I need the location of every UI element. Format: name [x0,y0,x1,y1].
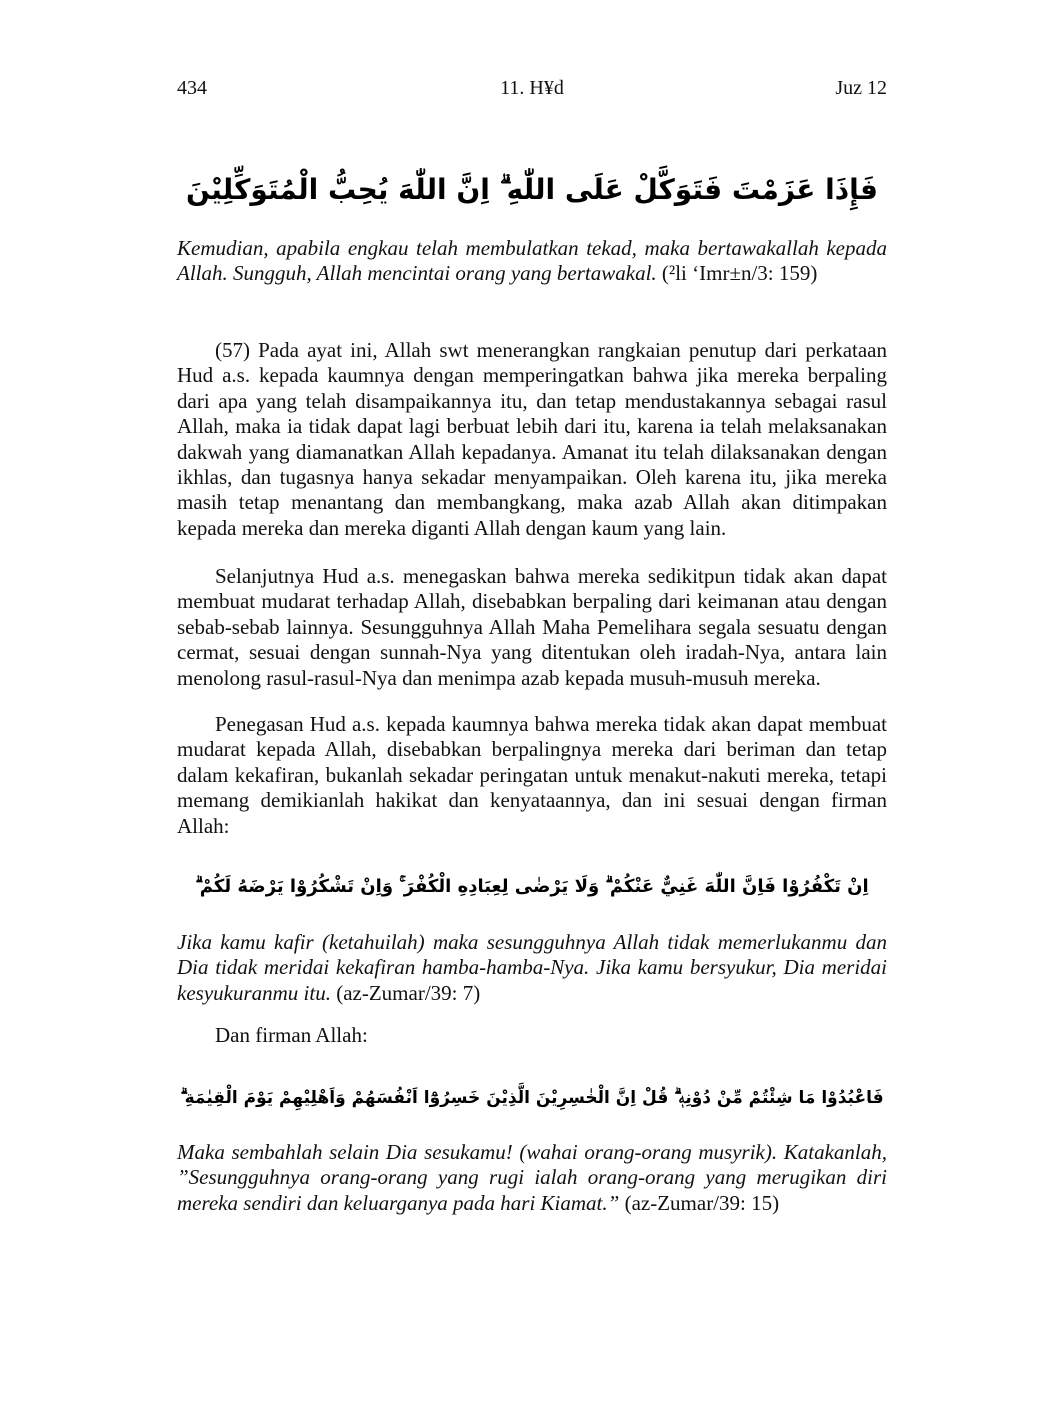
arabic-verse-az-zumar-7: اِنْ تَكْفُرُوْا فَاِنَّ اللّٰهَ غَنِيٌّ عَنْكُمْ ۗ وَلَا يَرْضٰى لِعِبَادِهِ الْكُفْرَ ۚ وَاِنْ تَشْكُرُوْا يَرْضَهُ لَكُمْ ۗ [195,876,869,897]
translation-az-zumar-7 [177,930,887,1006]
paragraph-hud-affirmation: Penegasan Hud a.s. kepada kaumnya bahwa mereka tidak akan dapat membuat mudarat kepada Allah, disebabkan berpalingnya mereka dari beriman dan tetap dalam kekafiran, bukanlah sekadar peringatan untuk menakut-nakuti mereka, tetapi memang demikianlah hakikat dan kenyataannya, dan ini sesuai dengan firman Allah: [177,712,887,838]
translation-text: Jika kamu kafir (ketahuilah) maka sesungguhnya Allah tidak memerlukanmu dan Dia tidak meridai kekafiran hamba-hamba-Nya. Jika kamu bersyukur, Dia meridai kesyukuranmu itu. [177,930,887,1005]
page-number: 434 [177,77,207,99]
translation-text: Maka sembahlah selain Dia sesukamu! (wahai orang-orang musyrik). Katakanlah, ”Sesungguhnya orang-orang yang rugi ialah orang-orang yang merugikan diri mereka sendiri dan keluarganya pada hari Kiamat.” [177,1140,887,1215]
surah-title: 11. H¥d [500,77,564,99]
arabic-verse-ali-imran: فَإِذَا عَزَمْتَ فَتَوَكَّلْ عَلَى اللّٰهِ ۗ اِنَّ اللّٰهَ يُحِبُّ الْمُتَوَكِّلِيْنَ [186,173,878,206]
arabic-verse-az-zumar-15: فَاعْبُدُوْا مَا شِئْتُمْ مِّنْ دُوْنِهٖ ۗ قُلْ اِنَّ الْخٰسِرِيْنَ الَّذِيْنَ خَسِرُوْٓا اَنْفُسَهُمْ وَاَهْلِيْهِمْ يَوْمَ الْقِيٰمَةِ ۗ [180,1088,884,1108]
paragraph-hud-declares: Selanjutnya Hud a.s. menegaskan bahwa mereka sedikitpun tidak akan dapat membuat mudarat terhadap Allah, disebabkan berpaling dari keimanan atau dengan sebab-sebab lainnya. Sesungguhnya Allah Maha Pemelihara segala sesuatu dengan cermat, sesuai dengan sunnah-Nya yang ditentukan oleh iradah-Nya, antara lain menolong rasul-rasul-Nya dan menimpa azab kepada musuh-musuh mereka. [177,564,887,690]
verse-reference: (az-Zumar/39: 7) [330,980,481,1005]
document-page [177,0,887,1417]
page-header [177,76,887,104]
translation-az-zumar-15 [177,1140,887,1216]
paragraph-57: (57) Pada ayat ini, Allah swt menerangkan rangkaian penutup dari perkataan Hud a.s. kepada kaumnya dengan memperingatkan bahwa jika mereka berpaling dari apa yang telah disampaikannya itu, dan tetap mendustakannya sebagai rasul Allah, maka ia tidak dapat lagi berbuat lebih dari itu, karena ia telah melaksanakan dakwah yang diamanatkan Allah kepadanya. Amanat itu telah dilaksanakan dengan ikhlas, dan tugasnya hanya sekadar menyampaikan. Oleh karena itu, jika mereka masih tetap menantang dan membangkang, maka azab Allah akan ditimpakan kepada mereka dan mereka diganti Allah dengan kaum yang lain. [177,338,887,540]
translation-text: Kemudian, apabila engkau telah membulatkan tekad, maka bertawakallah kepada Allah. Sungguh, Allah mencintai orang yang bertawakal. [177,236,887,286]
verse-reference: (²li ‘Imr±n/3: 159) [656,261,818,286]
verse-reference: (az-Zumar/39: 15) [619,1190,780,1215]
dan-firman-allah: Dan firman Allah: [215,1023,368,1047]
juz-label: Juz 12 [835,77,887,99]
translation-ali-imran [177,236,887,287]
